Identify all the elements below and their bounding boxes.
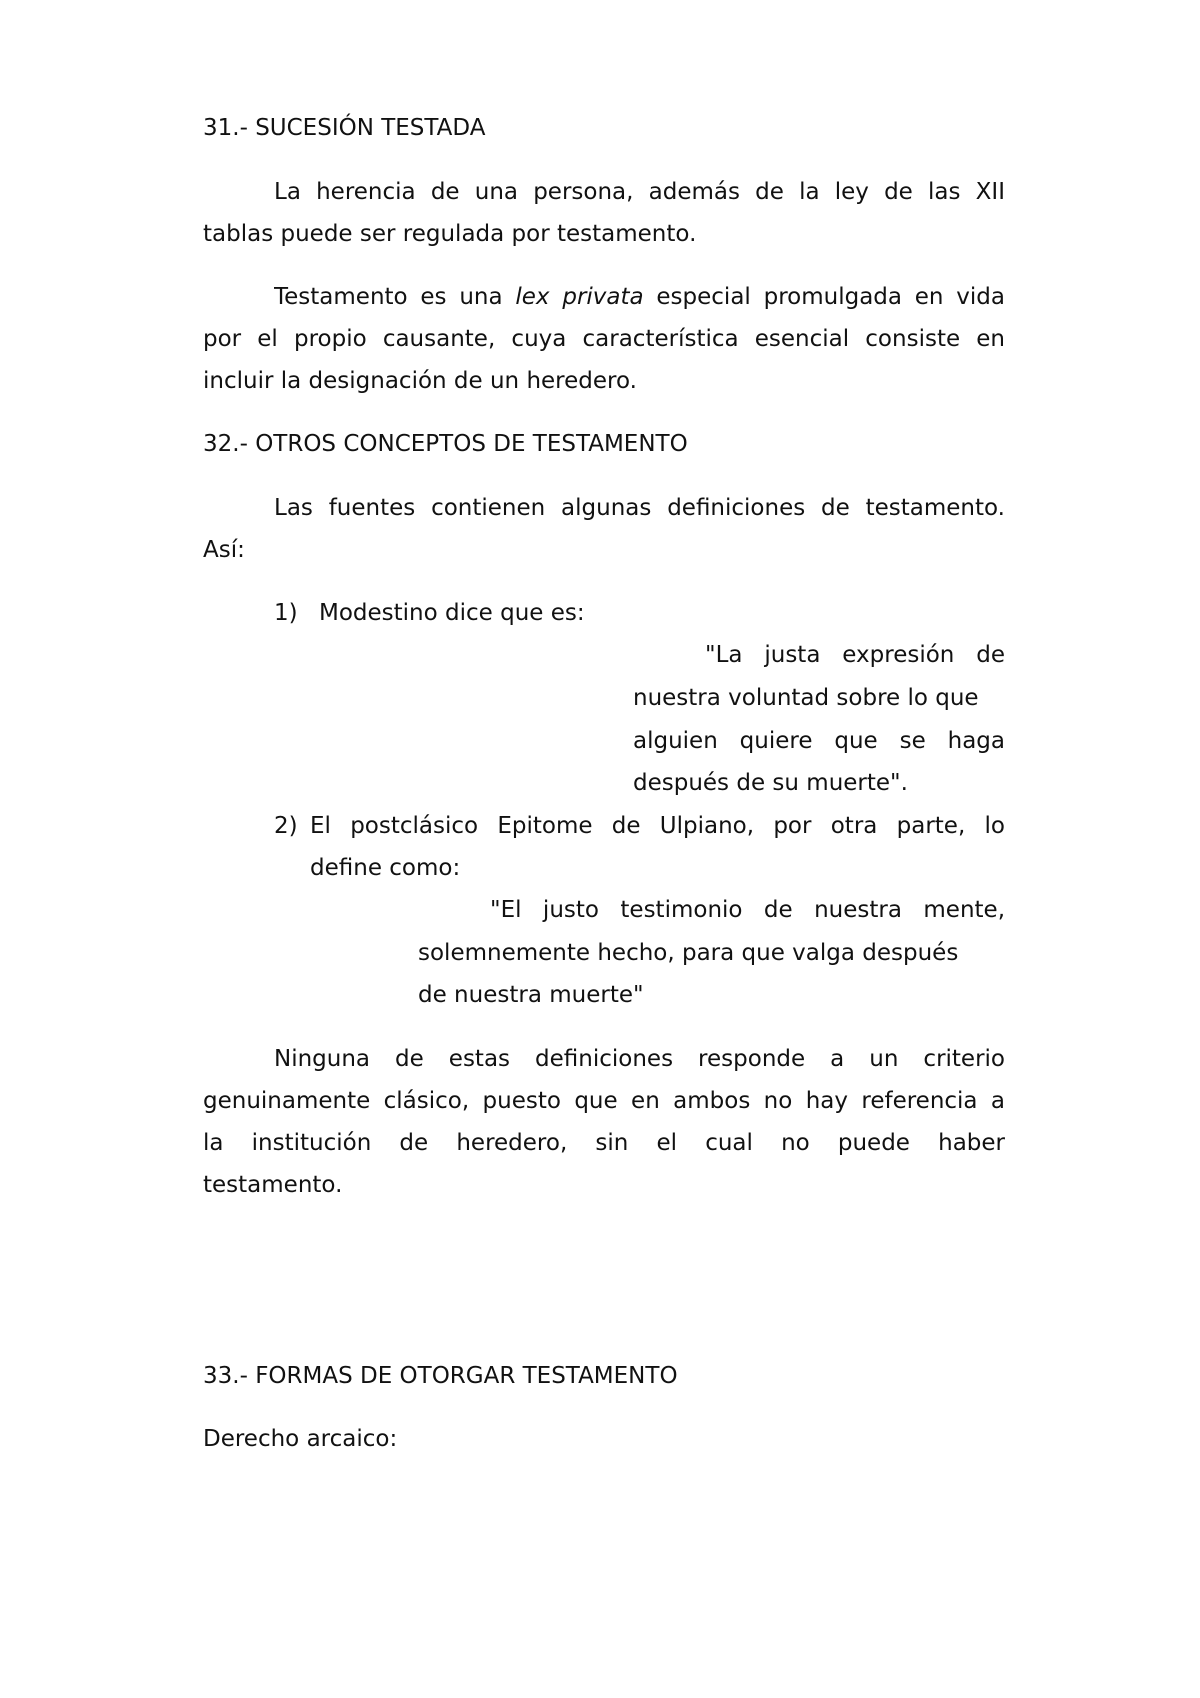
section-31-p1-line1: La herencia de una persona, además de la ley de las XII (274, 179, 1005, 205)
item-1-quote-line4: después de su muerte". (633, 770, 908, 796)
conclusion-line4: testamento. (203, 1172, 343, 1198)
section-31-p2-line3: incluir la designación de un heredero. (203, 368, 637, 394)
section-31-p2-line1 (274, 282, 1005, 312)
section-32-intro-line2: Así: (203, 537, 245, 563)
item-2-number: 2) (274, 813, 298, 839)
section-31-p1-line2: tablas puede ser regulada por testamento. (203, 221, 697, 247)
item-1-quote-line3: alguien quiere que se haga (633, 728, 1005, 754)
section-32-heading: 32.- OTROS CONCEPTOS DE TESTAMENTO (203, 431, 688, 457)
item-1-number: 1) (274, 600, 298, 626)
section-32-intro-line1: Las fuentes contienen algunas definiciones de testamento. (274, 495, 1005, 521)
item-2-quote-line3: de nuestra muerte" (418, 982, 644, 1008)
lex-privata-italic: lex privata (515, 284, 644, 310)
item-2-line2: define como: (310, 855, 461, 881)
item-2-quote-line2: solemnemente hecho, para que valga después (418, 940, 959, 966)
conclusion-line2: genuinamente clásico, puesto que en ambos no hay referencia a (203, 1088, 1005, 1114)
conclusion-line1: Ninguna de estas definiciones responde a un criterio (274, 1046, 1005, 1072)
section-31-p2-line1-after: especial promulgada en vida (643, 284, 1005, 310)
item-1-quote-line2: nuestra voluntad sobre lo que (633, 685, 979, 711)
section-31-p2-line2: por el propio causante, cuya característica esencial consiste en (203, 326, 1005, 352)
section-33-subheading: Derecho arcaico: (203, 1426, 398, 1452)
item-2-quote-line1: "El justo testimonio de nuestra mente, (490, 897, 1005, 923)
item-2-line1: El postclásico Epitome de Ulpiano, por otra parte, lo (310, 813, 1005, 839)
conclusion-line3: la institución de heredero, sin el cual no puede haber (203, 1130, 1005, 1156)
item-1-quote-line1: "La justa expresión de (705, 642, 1005, 668)
section-33-heading: 33.- FORMAS DE OTORGAR TESTAMENTO (203, 1363, 678, 1389)
section-31-p2-line1-before: Testamento es una (274, 284, 516, 310)
item-1-text: Modestino dice que es: (319, 600, 585, 626)
section-31-heading: 31.- SUCESIÓN TESTADA (203, 115, 486, 141)
